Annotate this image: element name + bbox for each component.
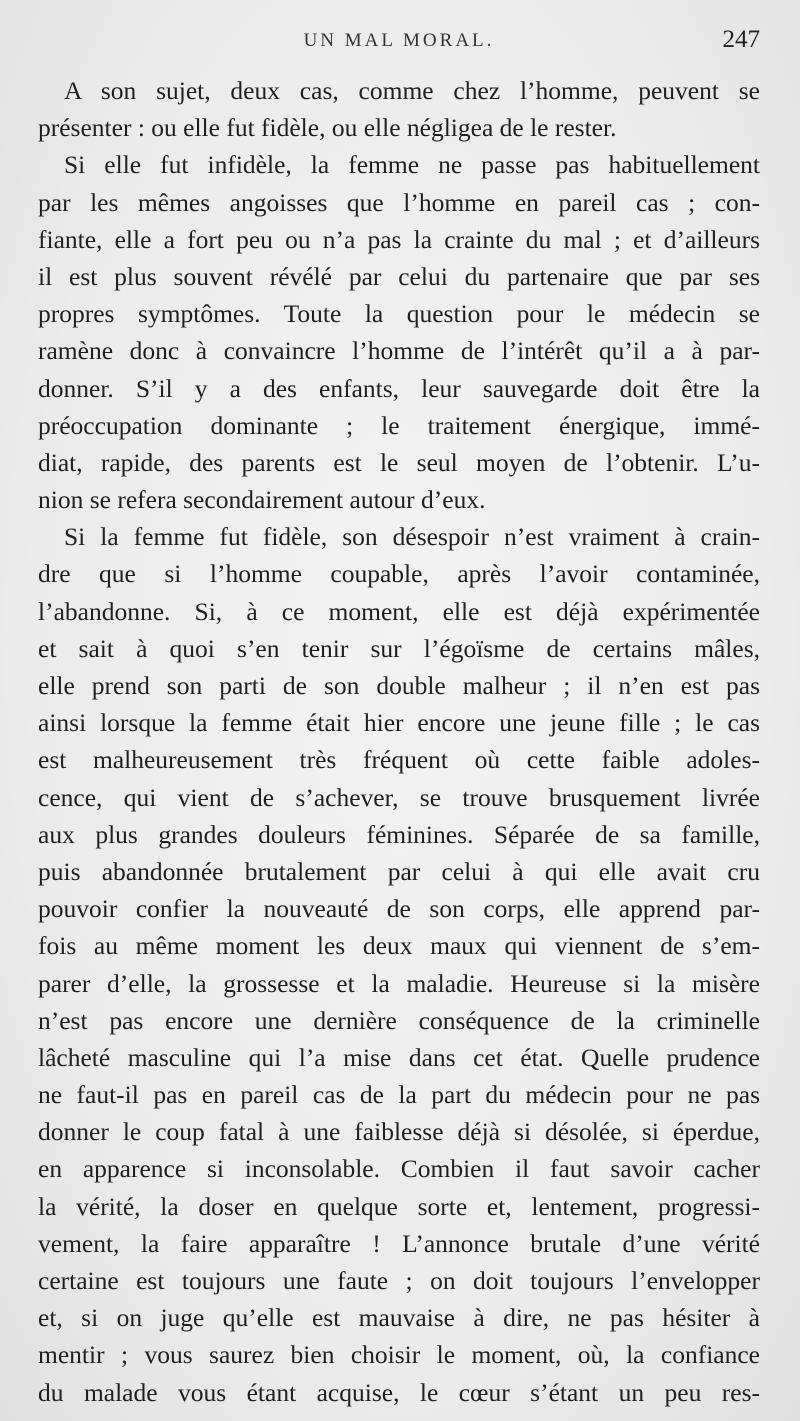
text-line: lâcheté masculine qui l’a mise dans cet état. Quelle prudence [38, 1042, 760, 1072]
text-line: puis abandonnée brutalement par celui à qui elle avait cru [38, 856, 760, 886]
text-line: diat, rapide, des parents est le seul moyen de l’obtenir. L’u- [38, 447, 760, 477]
text-line: dre que si l’homme coupable, après l’avoir contaminée, [38, 559, 760, 589]
text-line: ne faut-il pas en pareil cas de la part du médecin pour ne pas [38, 1080, 760, 1110]
text-line: la vérité, la doser en quelque sorte et, lentement, progressi- [38, 1191, 760, 1221]
text-line: donner le coup fatal à une faiblesse déjà si désolée, si éperdue, [38, 1117, 760, 1147]
text-line: du malade vous étant acquise, le cœur s’étant un peu res- [38, 1377, 760, 1407]
body-text [38, 72, 760, 1411]
text-line: par les mêmes angoisses que l’homme en pareil cas ; con- [38, 187, 760, 217]
page-number: 247 [722, 26, 760, 53]
page-header [38, 26, 760, 66]
text-line: fiante, elle a fort peu ou n’a pas la crainte du mal ; et d’ailleurs [38, 224, 760, 254]
text-line: certaine est toujours une faute ; on doit toujours l’envelopper [38, 1266, 760, 1295]
text-line: Si la femme fut fidèle, son désespoir n’est vraiment à crain- [64, 522, 760, 552]
text-line: elle prend son parti de son double malheur ; il n’en est pas [38, 671, 760, 700]
text-line: ainsi lorsque la femme était hier encore une jeune fille ; le cas [38, 708, 760, 738]
text-line: mentir ; vous saurez bien choisir le moment, où, la confiance [38, 1340, 760, 1370]
text-line: n’est pas encore une dernière conséquence de la criminelle [38, 1005, 760, 1035]
text-line: et, si on juge qu’elle est mauvaise à dire, ne pas hésiter à [38, 1303, 760, 1333]
text-line: préoccupation dominante ; le traitement énergique, immé- [38, 410, 760, 440]
text-line: est malheureusement très fréquent où cette faible adoles- [38, 745, 760, 775]
text-line: ramène donc à convaincre l’homme de l’intérêt qu’il a à par- [38, 336, 760, 366]
text-line: aux plus grandes douleurs féminines. Séparée de sa famille, [38, 819, 760, 849]
text-line: vement, la faire apparaître ! L’annonce brutale d’une vérité [38, 1228, 760, 1258]
text-line: cence, qui vient de s’achever, se trouve brusquement livrée [38, 782, 760, 812]
text-line: pouvoir confier la nouveauté de son corps, elle apprend par- [38, 894, 760, 924]
text-line: il est plus souvent révélé par celui du partenaire que par ses [38, 261, 760, 291]
text-line: nion se refera secondairement autour d’eux. [38, 485, 486, 515]
text-line: et sait à quoi s’en tenir sur l’égoïsme de certains mâles, [38, 633, 760, 663]
text-line: A son sujet, deux cas, comme chez l’homme, peuvent se [64, 76, 760, 105]
text-line: en apparence si inconsolable. Combien il faut savoir cacher [38, 1154, 760, 1184]
text-line: propres symptômes. Toute la question pour le médecin se [38, 299, 760, 329]
text-line: l’abandonne. Si, à ce moment, elle est déjà expérimentée [38, 596, 760, 626]
text-line: donner. S’il y a des enfants, leur sauvegarde doit être la [38, 373, 760, 403]
text-line: parer d’elle, la grossesse et la maladie. Heureuse si la misère [38, 968, 760, 998]
text-line: Si elle fut infidèle, la femme ne passe pas habituellement [64, 150, 760, 180]
running-head: UN MAL MORAL. [303, 30, 495, 51]
text-line: fois au même moment les deux maux qui viennent de s’em- [38, 931, 760, 961]
text-line: présenter : ou elle fut fidèle, ou elle négligea de le rester. [38, 113, 617, 143]
